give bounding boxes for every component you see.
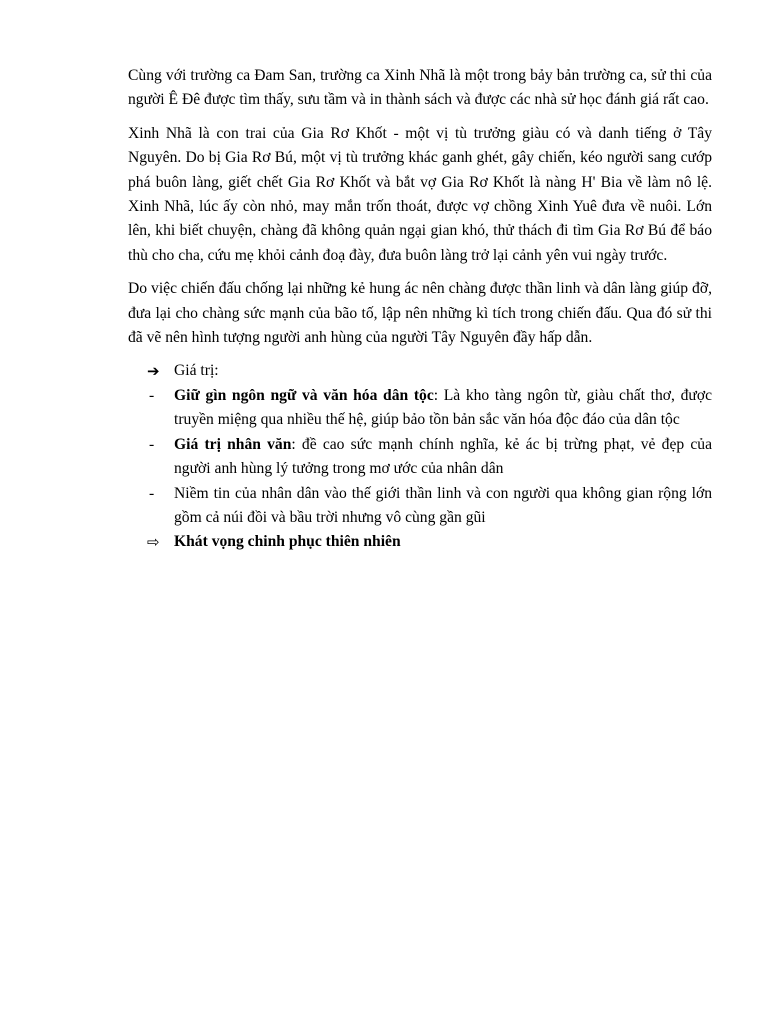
list-dash-marker: - bbox=[149, 484, 155, 502]
list-conclusion bbox=[128, 530, 712, 554]
story-paragraph: Xinh Nhã là con trai của Gia Rơ Khốt - một vị tù trưởng giàu có và danh tiếng ở Tây Nguyên. Do bị Gia Rơ Bú, một vị tù trưởng khác ganh ghét, gây chiến, kéo người sang cướp phá buôn làng, giết chết Gia Rơ Khốt và bắt vợ Gia Rơ Khốt là nàng H' Bia về làm nô lệ. Xinh Nhã, lúc ấy còn nhỏ, may mắn trốn thoát, được vợ chồng Xinh Yuê đưa về nuôi. Lớn lên, khi biết chuyện, chàng đã không quản ngại gian khó, thử thách đi tìm Gia Rơ Bú để báo thù cho cha, cứu mẹ khỏi cảnh đoạ đày, đưa buôn làng trở lại cảnh yên vui ngày trước. bbox=[128, 124, 712, 264]
value-list bbox=[128, 359, 712, 554]
list-item-text: : đề cao sức mạnh chính nghĩa, kẻ ác bị trừng phạt, vẻ đẹp của người anh hùng lý tưởng trong mơ ước của nhân dân bbox=[174, 435, 713, 478]
arrow-right-icon: ➔ bbox=[147, 362, 160, 381]
list-item bbox=[128, 482, 712, 531]
list-item bbox=[128, 433, 712, 482]
document-page bbox=[128, 64, 712, 555]
list-item-bold: Giữ gìn ngôn ngữ và văn hóa dân tộc bbox=[174, 386, 434, 404]
list-item-text: Niềm tin của nhân dân vào thế giới thần linh và con người qua không gian rộng lớn gồm cả núi đồi và bầu trời nhưng vô cùng gần gũi bbox=[174, 484, 712, 526]
list-heading-text: Giá trị: bbox=[174, 362, 219, 380]
hollow-arrow-right-icon: ⇨ bbox=[147, 533, 160, 552]
list-heading bbox=[128, 359, 712, 383]
list-item-text: : Là kho tàng ngôn từ, giàu chất thơ, được truyền miệng qua nhiều thế hệ, giúp bảo tồn bản sắc văn hóa độc đáo của dân tộc bbox=[174, 386, 712, 429]
list-dash-marker: - bbox=[149, 386, 155, 404]
list-item bbox=[128, 384, 712, 433]
hero-paragraph: Do việc chiến đấu chống lại những kẻ hung ác nên chàng được thần linh và dân làng giúp đỡ, đưa lại cho chàng sức mạnh của bão tố, lập nên những kì tích trong chiến đấu. Qua đó sử thi đã vẽ nên hình tượng người anh hùng của người Tây Nguyên đầy hấp dẫn. bbox=[128, 280, 712, 347]
list-item-bold: Giá trị nhân văn bbox=[174, 435, 292, 453]
list-dash-marker: - bbox=[149, 435, 155, 453]
intro-paragraph: Cùng với trường ca Đam San, trường ca Xinh Nhã là một trong bảy bản trường ca, sử thi của người Ê Đê được tìm thấy, sưu tầm và in thành sách và được các nhà sử học đánh giá rất cao. bbox=[128, 67, 712, 109]
conclusion-text: Khát vọng chinh phục thiên nhiên bbox=[174, 533, 401, 551]
